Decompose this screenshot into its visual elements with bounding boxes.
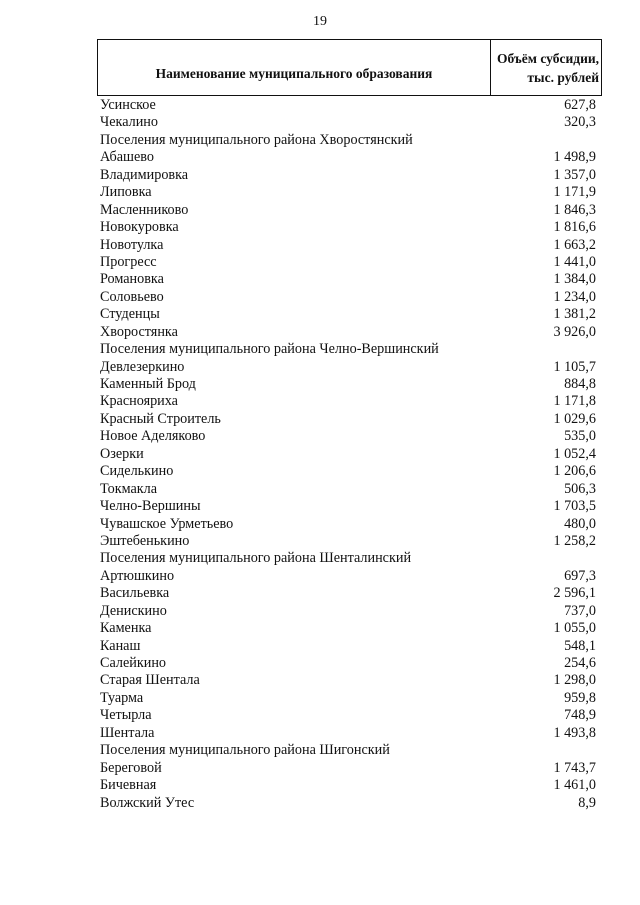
settlement-name: Поселения муниципального района Хворостянский bbox=[100, 131, 413, 148]
table-row bbox=[97, 393, 602, 410]
settlement-name: Четырла bbox=[100, 707, 152, 724]
table-row bbox=[97, 533, 602, 550]
table-row bbox=[97, 655, 602, 672]
column-header-name: Наименование муниципального образования bbox=[97, 40, 490, 95]
table-row bbox=[97, 306, 602, 323]
subsidy-value: 1 498,9 bbox=[553, 149, 596, 166]
settlement-name: Новотулка bbox=[100, 236, 164, 253]
table-row bbox=[97, 324, 602, 341]
settlement-name: Хворостянка bbox=[100, 323, 178, 340]
table-row bbox=[97, 603, 602, 620]
table-row bbox=[97, 742, 602, 759]
subsidy-value: 1 234,0 bbox=[553, 288, 596, 305]
settlement-name: Романовка bbox=[100, 271, 164, 288]
table-row bbox=[97, 795, 602, 812]
settlement-name: Девлезеркино bbox=[100, 358, 185, 375]
settlement-name: Канаш bbox=[100, 637, 141, 654]
table-row bbox=[97, 254, 602, 271]
table-row bbox=[97, 760, 602, 777]
settlement-name: Соловьево bbox=[100, 288, 164, 305]
subsidy-value: 959,8 bbox=[564, 689, 596, 706]
subsidy-value: 1 381,2 bbox=[553, 306, 596, 323]
table-row bbox=[97, 463, 602, 480]
settlement-name: Токмакла bbox=[100, 480, 158, 497]
subsidy-value: 1 663,2 bbox=[553, 236, 596, 253]
subsidy-value: 1 357,0 bbox=[553, 166, 596, 183]
subsidy-value: 697,3 bbox=[564, 567, 596, 584]
column-header-value bbox=[490, 40, 602, 95]
subsidy-value: 1 298,0 bbox=[553, 672, 596, 689]
subsidy-value: 1 743,7 bbox=[553, 759, 596, 776]
page-number: 19 bbox=[313, 14, 327, 29]
subsidy-value: 535,0 bbox=[564, 428, 596, 445]
table-row bbox=[97, 114, 602, 131]
subsidy-value: 1 493,8 bbox=[553, 724, 596, 741]
subsidy-value: 1 816,6 bbox=[553, 219, 596, 236]
table-header bbox=[97, 39, 602, 96]
settlement-name: Чувашское Урметьево bbox=[100, 515, 234, 532]
subsidy-value: 1 206,6 bbox=[553, 463, 596, 480]
settlement-name: Сиделькино bbox=[100, 463, 174, 480]
subsidy-value: 1 441,0 bbox=[553, 253, 596, 270]
subsidy-value: 254,6 bbox=[564, 655, 596, 671]
settlement-name: Васильевка bbox=[100, 585, 170, 602]
settlement-name: Чекалино bbox=[100, 114, 158, 131]
settlement-name: Усинское bbox=[100, 97, 156, 113]
table-row bbox=[97, 498, 602, 515]
subsidy-value bbox=[490, 742, 602, 759]
table-row bbox=[97, 568, 602, 585]
subsidy-value: 320,3 bbox=[564, 114, 596, 131]
settlement-name: Поселения муниципального района Шенталинский bbox=[100, 550, 412, 567]
table-row bbox=[97, 707, 602, 724]
settlement-name: Салейкино bbox=[100, 655, 167, 671]
table-row bbox=[97, 359, 602, 376]
settlement-name: Береговой bbox=[100, 759, 162, 776]
subsidy-value: 1 461,0 bbox=[553, 777, 596, 794]
table-row bbox=[97, 516, 602, 533]
settlement-name: Челно-Вершины bbox=[100, 498, 201, 515]
table-row bbox=[97, 481, 602, 498]
subsidy-value bbox=[490, 341, 602, 358]
settlement-name: Красный Строитель bbox=[100, 410, 221, 427]
settlement-name: Краснояриха bbox=[100, 393, 178, 410]
settlement-name: Туарма bbox=[100, 689, 144, 706]
table-row bbox=[97, 289, 602, 306]
subsidy-value bbox=[490, 550, 602, 567]
table-row bbox=[97, 777, 602, 794]
column-header-value-line1: Объём субсидии, bbox=[496, 50, 599, 66]
table-row bbox=[97, 132, 602, 149]
settlement-name: Артюшкино bbox=[100, 567, 175, 584]
table-row bbox=[97, 585, 602, 602]
subsidy-value: 1 029,6 bbox=[553, 410, 596, 427]
table-row bbox=[97, 411, 602, 428]
subsidy-value: 2 596,1 bbox=[553, 585, 596, 602]
table-row bbox=[97, 620, 602, 637]
subsidy-value: 884,8 bbox=[564, 376, 596, 392]
subsidy-value: 506,3 bbox=[564, 480, 596, 497]
settlement-name: Бичевная bbox=[100, 777, 157, 794]
subsidy-value: 1 171,9 bbox=[553, 184, 596, 201]
subsidy-value: 737,0 bbox=[564, 602, 596, 619]
table-row bbox=[97, 202, 602, 219]
settlement-name: Студенцы bbox=[100, 306, 160, 323]
settlement-name: Абашево bbox=[100, 149, 154, 166]
subsidy-value: 1 258,2 bbox=[553, 532, 596, 549]
subsidy-value: 627,8 bbox=[564, 97, 596, 113]
subsidy-value: 748,9 bbox=[564, 707, 596, 724]
table-row bbox=[97, 428, 602, 445]
table-row bbox=[97, 672, 602, 689]
settlement-name: Масленниково bbox=[100, 201, 189, 218]
settlement-name: Эштебенькино bbox=[100, 532, 190, 549]
subsidy-value: 480,0 bbox=[564, 515, 596, 532]
subsidy-value: 1 846,3 bbox=[553, 201, 596, 218]
subsidy-table bbox=[97, 39, 602, 812]
settlement-name: Поселения муниципального района Челно-Вершинский bbox=[100, 341, 439, 358]
settlement-name: Волжский Утес bbox=[100, 794, 195, 811]
table-body bbox=[97, 97, 602, 812]
table-row bbox=[97, 690, 602, 707]
table-row bbox=[97, 219, 602, 236]
settlement-name: Владимировка bbox=[100, 166, 189, 183]
table-row bbox=[97, 550, 602, 567]
table-row bbox=[97, 271, 602, 288]
settlement-name: Новокуровка bbox=[100, 219, 179, 236]
table-row bbox=[97, 149, 602, 166]
table-row bbox=[97, 184, 602, 201]
table-row bbox=[97, 376, 602, 393]
settlement-name: Старая Шентала bbox=[100, 672, 200, 689]
settlement-name: Озерки bbox=[100, 445, 144, 462]
table-row bbox=[97, 725, 602, 742]
subsidy-value: 8,9 bbox=[578, 794, 596, 811]
table-row bbox=[97, 237, 602, 254]
table-row bbox=[97, 446, 602, 463]
subsidy-value: 3 926,0 bbox=[553, 323, 596, 340]
subsidy-value: 1 055,0 bbox=[553, 620, 596, 637]
settlement-name: Липовка bbox=[100, 184, 152, 201]
settlement-name: Поселения муниципального района Шигонский bbox=[100, 742, 390, 759]
settlement-name: Каменный Брод bbox=[100, 376, 196, 392]
table-row bbox=[97, 167, 602, 184]
subsidy-value: 1 105,7 bbox=[553, 358, 596, 375]
column-header-value-line2: тыс. рублей bbox=[527, 69, 599, 85]
table-row bbox=[97, 341, 602, 358]
table-row bbox=[97, 97, 602, 114]
settlement-name: Шентала bbox=[100, 724, 155, 741]
settlement-name: Новое Аделяково bbox=[100, 428, 206, 445]
subsidy-value: 1 052,4 bbox=[553, 445, 596, 462]
settlement-name: Каменка bbox=[100, 620, 152, 637]
subsidy-value: 1 384,0 bbox=[553, 271, 596, 288]
subsidy-value: 548,1 bbox=[564, 637, 596, 654]
subsidy-value: 1 703,5 bbox=[553, 498, 596, 515]
table-row bbox=[97, 638, 602, 655]
settlement-name: Денискино bbox=[100, 602, 167, 619]
subsidy-value bbox=[490, 132, 602, 149]
settlement-name: Прогресс bbox=[100, 253, 157, 270]
subsidy-value: 1 171,8 bbox=[553, 393, 596, 410]
